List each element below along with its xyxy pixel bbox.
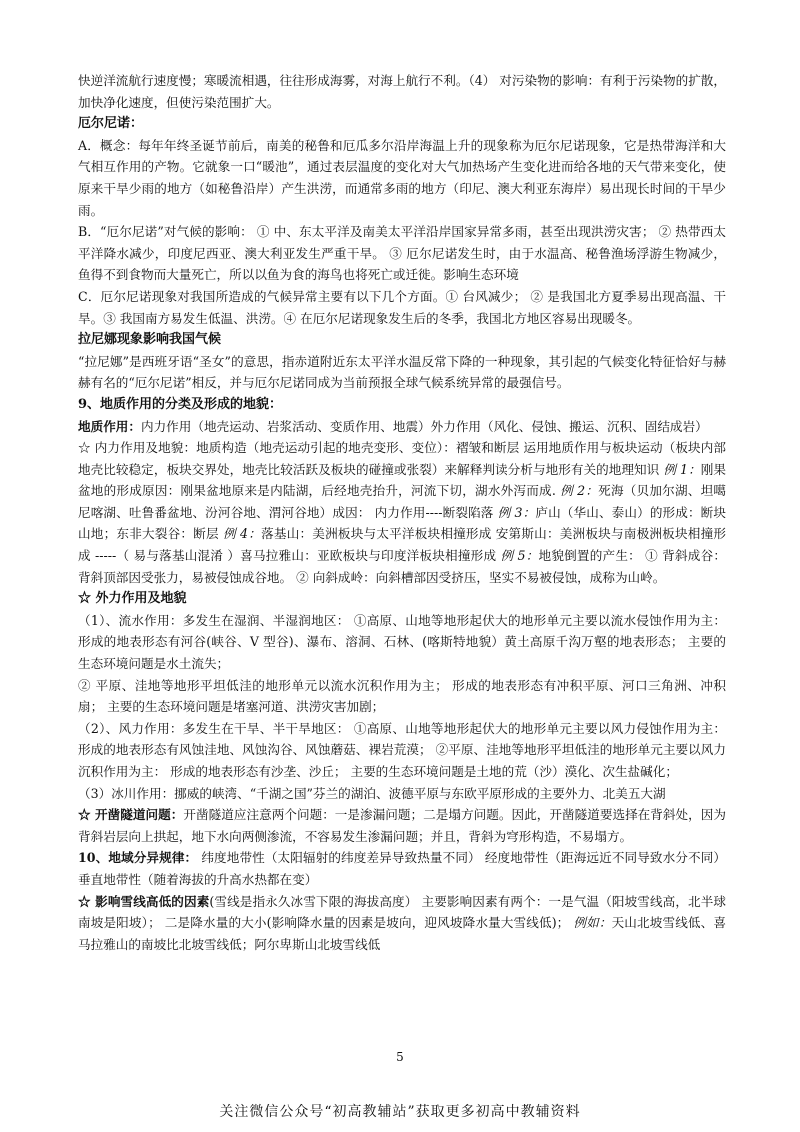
text-run: 9、地质作用的分类及形成的地貌：	[78, 396, 283, 412]
paragraph	[78, 286, 726, 329]
text-run: 天山北坡雪线低、喜马拉雅山的南坡比北坡雪线低；阿尔卑斯山北坡雪线低	[78, 915, 726, 952]
text-run: ☆ 外力作用及地貌	[78, 591, 187, 607]
text-run: 例 1：	[663, 461, 701, 477]
text-run: 内力作用（地壳运动、岩浆活动、变质作用、地震）外力作用（风化、侵蚀、搬运、沉积、固结成岩）	[140, 418, 708, 434]
text-run: 例 2：	[560, 483, 599, 499]
text-run: -----	[95, 548, 117, 564]
text-run: B．“厄尔尼诺”对气候的影响： ① 中、东太平洋及南美太平洋沿岸国家异常多雨，甚至出现洪涝灾害； ② 热带西太平洋降水减少，印度尼西亚、澳大利亚发生严重干旱。 ③ 厄尔尼诺发生时，由于水温高、秘鲁渔场浮游生物减少，鱼得不到食物而大量死亡，所以以鱼为食的海鸟也将死亡或迁徙。影响生态环境	[78, 224, 726, 283]
text-run: (雪线是指永久冰雪下限的海拔高度） 主要影响因素有两个：一是气温（阳坡雪线高，北半球南坡是阳坡）； 二是降水量的大小(影响降水量的因素是坡向，迎风坡降水量大雪线低)；	[78, 893, 726, 931]
text-run: ☆ 内力作用及地貌：地质构造（地壳运动引起的地壳变形、变位）：褶皱和断层 运用地质作用与板块运动（板块内部地壳比较稳定，板块交界处，地壳比较活跃及板块的碰撞或张裂）来解释判读分析与地形有关的地理知识	[78, 440, 726, 477]
section-heading	[78, 329, 726, 351]
text-run: “拉尼娜”是西班牙语“圣女”的意思，指赤道附近东太平洋水温反常下降的一种现象，其引起的气候变化特征恰好与赫赫有名的“厄尔尼诺”相反，并与厄尔尼诺同成为当前预报全球气候系统异常的最强信号。	[78, 353, 726, 391]
paragraph	[78, 891, 726, 956]
text-run: 地质作用：	[78, 418, 141, 434]
document-body	[78, 70, 726, 955]
text-run: 例 4：	[223, 526, 262, 542]
paragraph	[78, 783, 726, 805]
section-heading	[78, 394, 726, 416]
text-run: 例 5：	[500, 548, 539, 564]
section-heading	[78, 113, 726, 135]
paragraph	[78, 416, 726, 438]
text-run: 死海（贝加尔湖、坦噶尼喀湖、吐鲁番盆地、汾河谷地、渭河谷地）成因： 内力作用----断裂陷落	[78, 483, 726, 520]
text-run: ☆ 开凿隧道问题：	[78, 807, 184, 823]
paragraph	[78, 847, 726, 890]
paragraph	[78, 675, 726, 718]
paragraph	[78, 351, 726, 394]
text-run: 快逆洋流航行速度慢；寒暖流相遇，往往形成海雾，对海上航行不利。（4） 对污染物的影响：有利于污染物的扩散，加快净化速度，但使污染范围扩大。	[78, 73, 726, 110]
text-run: 纬度地带性（太阳辐射的纬度差异导致热量不同） 经度地带性（距海远近不同导致水分不同） 垂直地带性（随着海拔的升高水热都在变）	[78, 850, 726, 887]
footer-note: 关注微信公众号“初高教辅站”获取更多初高中教辅资料	[219, 1104, 581, 1120]
text-run: （3）冰川作用：挪威的峡湾、“千湖之国”芬兰的湖泊、波德平原与东欧平原形成的主要外力、北美五大湖	[78, 785, 666, 801]
text-run: （2）、风力作用：多发生在干旱、半干旱地区： ①高原、山地等地形起伏大的地形单元主要以风力侵蚀作用为主： 形成的地表形态有风蚀洼地、风蚀沟谷、风蚀蘑菇、裸岩荒漠； ②平原、洼地等地形平坦低洼的地形单元主要以风力沉积作用为主： 形成的地表形态有沙垄、沙丘； 主要的生态环境问题是土地的荒（沙）漠化、次生盐碱化；	[78, 720, 726, 779]
text-run: ☆ 影响雪线高低的因素	[78, 893, 210, 909]
text-run: 厄尔尼诺：	[78, 116, 144, 132]
text-run: （ 易与落基山混淆 ）喜马拉雅山：亚欧板块与印度洋板块相撞形成	[116, 548, 501, 564]
text-run: 例如：	[573, 915, 612, 931]
text-run: 地貌倒置的产生： ① 背斜成谷：背斜顶部因受张力，易被侵蚀成谷地。 ② 向斜成岭：向斜槽部因受挤压，坚实不易被侵蚀，成称为山岭。	[78, 548, 726, 585]
text-run: （1）、流水作用：多发生在湿润、半湿润地区： ①高原、山地等地形起伏大的地形单元主要以流水侵蚀作用为主： 形成的地表形态有河谷(峡谷、V 型谷)、瀑布、溶洞、石林、(喀斯特地貌）黄土高原千沟万壑的地表形态； 主要的生态环境问题是水土流失；	[78, 612, 726, 672]
text-run: 拉尼娜现象影响我国气候	[78, 332, 222, 348]
paragraph	[78, 804, 726, 847]
text-run: 落基山：美洲板块与太平洋板块相撞形成 安第斯山：美洲板块与南极洲板块相撞形成	[78, 526, 726, 564]
text-run: 10、地域分异规律：	[78, 850, 198, 866]
text-run: 庐山（华山、泰山）的形成：断块山地；东非大裂谷：断层	[78, 504, 726, 542]
text-run: 开凿隧道应注意两个问题：一是渗漏问题；二是塌方问题。因此，开凿隧道要选择在背斜处，因为背斜岩层向上拱起，地下水向两侧渗流，不容易发生渗漏问题；并且，背斜为穹形构造，不易塌方。	[78, 807, 727, 844]
page-number: 5	[396, 1050, 404, 1064]
text-run: ② 平原、洼地等地形平坦低洼的地形单元以流水沉积作用为主； 形成的地表形态有冲积平原、河口三角洲、冲积扇； 主要的生态环境问题是堵塞河道、洪涝灾害加剧；	[78, 677, 726, 715]
text-run: A．概念：每年年终圣诞节前后，南美的秘鲁和厄瓜多尔沿岸海温上升的现象称为厄尔尼诺现象，它是热带海洋和大气相互作用的产物。它就象一口“暖池”，通过表层温度的变化对大气加热场产生变化进而给各地的天气带来变化，使原来干旱少雨的地方（如秘鲁沿岸）产生洪涝，而通常多雨的地方（印尼、澳大利亚东海岸）易出现长时间的干旱少雨。	[78, 137, 726, 218]
paragraph	[78, 221, 726, 286]
paragraph	[78, 135, 726, 221]
text-run: 例 3：	[497, 504, 536, 520]
paragraph	[78, 610, 726, 675]
paragraph	[78, 437, 726, 588]
paragraph	[78, 70, 726, 113]
section-heading	[78, 588, 726, 610]
text-run: 刚果盆地的形成原因：刚果盆地原来是内陆湖，后经地壳抬升，河流下切，湖水外泻而成.	[78, 461, 726, 499]
paragraph	[78, 718, 726, 783]
text-run: C．厄尔尼诺现象对我国所造成的气候异常主要有以下几个方面。① 台风减少； ② 是我国北方夏季易出现高温、干旱。③ 我国南方易发生低温、洪涝。④ 在厄尔尼诺现象发生后的冬季，我国北方地区容易出现暖冬。	[78, 288, 726, 326]
